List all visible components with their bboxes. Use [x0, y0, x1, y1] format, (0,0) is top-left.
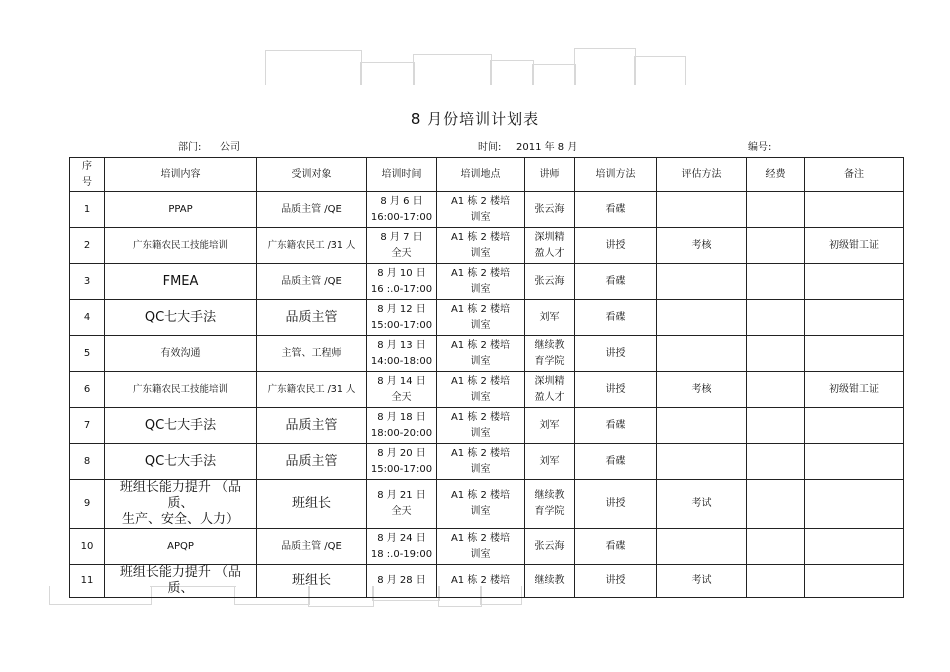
cell-location-line: A1 栋 2 楼培	[450, 339, 511, 351]
training-plan-table	[69, 157, 904, 598]
table-body	[70, 192, 904, 598]
cell-eval: 考核	[657, 228, 747, 264]
table-row	[70, 408, 904, 444]
cell-cost	[747, 408, 805, 444]
cell-lecturer-line: 张云海	[534, 275, 565, 287]
table-row	[70, 372, 904, 408]
cell-seq: 4	[70, 300, 105, 336]
cell-time-line: 15:00-17:00	[370, 319, 433, 331]
cell-location	[437, 192, 525, 228]
cell-location	[437, 480, 525, 529]
cell-content	[105, 565, 257, 598]
cell-location-line: 训室	[470, 355, 491, 367]
header-location: 培训地点	[437, 158, 525, 192]
cell-content-line: QC七大手法	[144, 417, 217, 433]
table-row	[70, 565, 904, 598]
cell-time-line: 16 :.0-17:00	[370, 283, 433, 295]
scan-artifact	[360, 62, 415, 85]
cell-time	[367, 300, 437, 336]
cell-audience: 品质主管	[257, 408, 367, 444]
cell-remark	[805, 480, 904, 529]
cell-lecturer-line: 张云海	[534, 540, 565, 552]
cell-content-line: 广东籍农民工技能培训	[132, 239, 228, 251]
cell-method: 看碟	[575, 192, 657, 228]
cell-seq: 11	[70, 565, 105, 598]
cell-lecturer	[525, 529, 575, 565]
cell-content	[105, 444, 257, 480]
cell-lecturer	[525, 192, 575, 228]
cell-audience: 广东籍农民工 /31 人	[257, 228, 367, 264]
cell-eval	[657, 264, 747, 300]
scan-artifact	[413, 54, 492, 85]
cell-seq: 9	[70, 480, 105, 529]
cell-remark: 初级钳工证	[805, 228, 904, 264]
cell-time-line: 8 月 20 日	[377, 447, 426, 459]
cell-time-line: 8 月 14 日	[377, 375, 426, 387]
department-label: 部门:	[178, 142, 202, 153]
cell-content-line: 广东籍农民工技能培训	[132, 383, 228, 395]
cell-time-line: 8 月 10 日	[377, 267, 426, 279]
table-row	[70, 264, 904, 300]
scan-artifact	[265, 50, 362, 85]
cell-cost	[747, 264, 805, 300]
cell-audience: 班组长	[257, 565, 367, 598]
cell-time-line: 全天	[391, 391, 412, 403]
scan-artifact	[532, 64, 576, 85]
cell-content-line: PPAP	[168, 203, 193, 215]
cell-seq: 5	[70, 336, 105, 372]
cell-location-line: 训室	[470, 391, 491, 403]
cell-location	[437, 408, 525, 444]
cell-lecturer-line: 刘军	[539, 311, 560, 323]
cell-lecturer	[525, 228, 575, 264]
cell-content	[105, 529, 257, 565]
cell-content-line: 生产、安全、人力）	[121, 512, 239, 527]
number-label: 编号:	[748, 142, 772, 153]
cell-location-line: A1 栋 2 楼培	[450, 375, 511, 387]
cell-lecturer	[525, 565, 575, 598]
cell-cost	[747, 480, 805, 529]
cell-remark	[805, 264, 904, 300]
table-row	[70, 192, 904, 228]
cell-lecturer-line: 深圳精	[534, 375, 565, 387]
cell-audience: 品质主管 /QE	[257, 529, 367, 565]
table-row	[70, 336, 904, 372]
cell-eval	[657, 192, 747, 228]
cell-location-line: 训室	[470, 548, 491, 560]
header-content: 培训内容	[105, 158, 257, 192]
cell-location	[437, 264, 525, 300]
cell-audience: 主管、工程师	[257, 336, 367, 372]
header-remark: 备注	[805, 158, 904, 192]
cell-remark	[805, 336, 904, 372]
cell-location	[437, 228, 525, 264]
cell-method: 看碟	[575, 300, 657, 336]
cell-time-line: 8 月 13 日	[377, 339, 426, 351]
cell-eval	[657, 529, 747, 565]
cell-eval	[657, 408, 747, 444]
cell-method: 讲授	[575, 372, 657, 408]
cell-lecturer-line: 育学院	[534, 355, 565, 367]
cell-lecturer-line: 刘军	[539, 455, 560, 467]
cell-lecturer	[525, 300, 575, 336]
cell-time-line: 14:00-18:00	[370, 355, 433, 367]
cell-seq: 1	[70, 192, 105, 228]
table-row	[70, 228, 904, 264]
cell-time-line: 18:00-20:00	[370, 427, 433, 439]
cell-lecturer	[525, 372, 575, 408]
cell-method: 讲授	[575, 336, 657, 372]
header-seq: 序 号	[70, 158, 105, 192]
scan-artifact	[634, 56, 686, 85]
table-row	[70, 480, 904, 529]
cell-time-line: 8 月 28 日	[377, 575, 426, 586]
cell-content-line: 有效沟通	[160, 347, 201, 359]
cell-location-line: 训室	[470, 463, 491, 475]
table-row	[70, 529, 904, 565]
cell-content	[105, 192, 257, 228]
cell-location	[437, 336, 525, 372]
cell-lecturer-line: 育学院	[534, 506, 565, 517]
cell-time	[367, 264, 437, 300]
cell-eval	[657, 300, 747, 336]
header-time: 培训时间	[367, 158, 437, 192]
cell-content-line: QC七大手法	[144, 309, 217, 325]
cell-content	[105, 264, 257, 300]
cell-cost	[747, 565, 805, 598]
cell-lecturer-line: 继续教	[534, 575, 565, 586]
cell-time-line: 全天	[391, 247, 412, 259]
cell-location	[437, 300, 525, 336]
cell-content	[105, 408, 257, 444]
header-method: 培训方法	[575, 158, 657, 192]
cell-lecturer-line: 盈人才	[534, 391, 565, 403]
cell-lecturer	[525, 408, 575, 444]
cell-content-line: APQP	[167, 540, 194, 552]
cell-remark: 初级钳工证	[805, 372, 904, 408]
cell-location	[437, 565, 525, 598]
cell-lecturer-line: 张云海	[534, 203, 565, 215]
cell-lecturer	[525, 480, 575, 529]
cell-content-line: 班组长能力提升 （品质、	[119, 565, 242, 596]
cell-cost	[747, 529, 805, 565]
cell-time-line: 15:00-17:00	[370, 463, 433, 475]
header-eval: 评估方法	[657, 158, 747, 192]
cell-content-line: FMEA	[162, 273, 199, 289]
cell-content	[105, 300, 257, 336]
cell-location-line: A1 栋 2 楼培	[450, 303, 511, 315]
cell-location-line: A1 栋 2 楼培	[450, 447, 511, 459]
cell-time	[367, 336, 437, 372]
cell-seq: 2	[70, 228, 105, 264]
cell-location-line: A1 栋 2 楼培	[450, 575, 511, 586]
cell-method: 看碟	[575, 408, 657, 444]
cell-cost	[747, 300, 805, 336]
cell-content	[105, 228, 257, 264]
cell-location	[437, 372, 525, 408]
cell-eval	[657, 444, 747, 480]
cell-location-line: A1 栋 2 楼培	[450, 195, 511, 207]
cell-audience: 品质主管	[257, 300, 367, 336]
cell-eval: 考核	[657, 372, 747, 408]
cell-time	[367, 529, 437, 565]
cell-lecturer	[525, 264, 575, 300]
cell-cost	[747, 336, 805, 372]
time-label: 时间:	[478, 142, 502, 153]
cell-location-line: A1 栋 2 楼培	[450, 267, 511, 279]
cell-remark	[805, 300, 904, 336]
cell-eval: 考试	[657, 565, 747, 598]
cell-location	[437, 444, 525, 480]
table-header-row	[70, 158, 904, 192]
document-title: 8 月份培训计划表	[410, 110, 540, 128]
cell-method: 看碟	[575, 529, 657, 565]
cell-lecturer-line: 继续教	[534, 490, 565, 501]
cell-cost	[747, 372, 805, 408]
cell-time-line: 8 月 12 日	[377, 303, 426, 315]
cell-seq: 8	[70, 444, 105, 480]
cell-time-line: 16:00-17:00	[370, 211, 433, 223]
cell-eval: 考试	[657, 480, 747, 529]
cell-method: 讲授	[575, 565, 657, 598]
cell-lecturer	[525, 444, 575, 480]
cell-seq: 7	[70, 408, 105, 444]
cell-content-line: QC七大手法	[144, 453, 217, 469]
cell-content-line: 班组长能力提升 （品质、	[119, 480, 242, 511]
table-row	[70, 444, 904, 480]
cell-lecturer	[525, 336, 575, 372]
cell-location	[437, 529, 525, 565]
department-value: 公司	[220, 142, 240, 153]
cell-remark	[805, 529, 904, 565]
cell-time-line: 18 :.0-19:00	[370, 548, 433, 560]
cell-remark	[805, 192, 904, 228]
cell-time	[367, 565, 437, 598]
cell-lecturer-line: 继续教	[534, 339, 565, 351]
cell-time-line: 8 月 18 日	[377, 411, 426, 423]
cell-time	[367, 444, 437, 480]
cell-method: 讲授	[575, 480, 657, 529]
cell-time-line: 8 月 21 日	[377, 490, 426, 501]
cell-remark	[805, 408, 904, 444]
scan-artifact	[490, 60, 534, 85]
cell-content	[105, 372, 257, 408]
cell-content	[105, 480, 257, 529]
cell-time-line: 8 月 6 日	[380, 195, 423, 207]
cell-time	[367, 192, 437, 228]
cell-location-line: A1 栋 2 楼培	[450, 532, 511, 544]
cell-location-line: 训室	[470, 211, 491, 223]
cell-time	[367, 372, 437, 408]
cell-location-line: A1 栋 2 楼培	[450, 411, 511, 423]
cell-lecturer-line: 深圳精	[534, 231, 565, 243]
cell-audience: 班组长	[257, 480, 367, 529]
cell-location-line: 训室	[470, 319, 491, 331]
cell-remark	[805, 444, 904, 480]
cell-time-line: 8 月 7 日	[380, 231, 423, 243]
cell-audience: 品质主管 /QE	[257, 264, 367, 300]
cell-content	[105, 336, 257, 372]
cell-time-line: 8 月 24 日	[377, 532, 426, 544]
cell-location-line: 训室	[470, 247, 491, 259]
cell-eval	[657, 336, 747, 372]
cell-time	[367, 228, 437, 264]
cell-seq: 6	[70, 372, 105, 408]
header-cost: 经费	[747, 158, 805, 192]
cell-location-line: 训室	[470, 427, 491, 439]
table-row	[70, 300, 904, 336]
cell-time-line: 全天	[391, 506, 412, 517]
cell-cost	[747, 444, 805, 480]
cell-location-line: 训室	[470, 506, 491, 517]
cell-method: 看碟	[575, 264, 657, 300]
cell-audience: 广东籍农民工 /31 人	[257, 372, 367, 408]
header-audience: 受训对象	[257, 158, 367, 192]
cell-lecturer-line: 刘军	[539, 419, 560, 431]
cell-cost	[747, 228, 805, 264]
cell-time	[367, 408, 437, 444]
scan-artifact	[574, 48, 636, 85]
cell-method: 讲授	[575, 228, 657, 264]
cell-method: 看碟	[575, 444, 657, 480]
cell-seq: 10	[70, 529, 105, 565]
cell-remark	[805, 565, 904, 598]
cell-audience: 品质主管 /QE	[257, 192, 367, 228]
header-lecturer: 讲师	[525, 158, 575, 192]
time-value: 2011 年 8 月	[516, 142, 578, 153]
cell-location-line: 训室	[470, 283, 491, 295]
cell-location-line: A1 栋 2 楼培	[450, 231, 511, 243]
cell-seq: 3	[70, 264, 105, 300]
cell-location-line: A1 栋 2 楼培	[450, 490, 511, 501]
cell-time	[367, 480, 437, 529]
cell-lecturer-line: 盈人才	[534, 247, 565, 259]
cell-cost	[747, 192, 805, 228]
cell-audience: 品质主管	[257, 444, 367, 480]
